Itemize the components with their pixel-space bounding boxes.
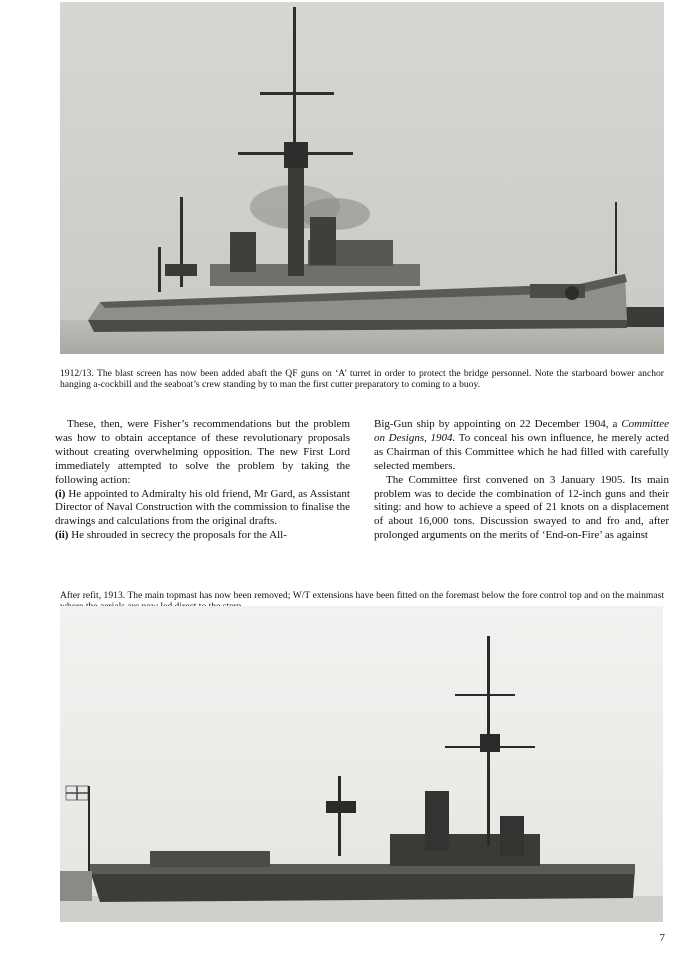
paragraph: [374, 418, 669, 474]
list-item-text: He appointed to Admiralty his old friend, Mr Gard, as Assistant Director of Naval Construction with the commission to finalise the drawings and calculations from the original drafts.: [55, 487, 350, 528]
caption-photo-1913: After refit, 1913. The main topmast has now been removed; W/T extensions have been fitted on the foremast below the fore control top and on the mainmast: [60, 589, 664, 601]
photo-battleship-1912: [60, 2, 664, 354]
photo-battleship-1913: [60, 606, 663, 922]
committee-name: Committee on Designs, 1904.: [374, 418, 669, 444]
paragraph: These, then, were Fisher’s recommendations but the problem was how to obtain acceptance of these revolutionary proposals without creating overwhelming opposition. The new First Lord immediately attempted to solve the problem by taking the following action:: [55, 418, 350, 486]
text-run: To conceal his own influence, he merely acted as Chairman of this Committee which he had filled with carefully selected members.: [374, 431, 669, 472]
list-item-number: (ii): [55, 529, 69, 542]
body-column-left: [55, 418, 350, 543]
paragraph: The Committee first convened on 3 January 1905. Its main problem was to decide the combination of 12-inch guns and their siting: and how to achieve a speed of 21 knots on a displacement of about 16,000 tons. Discussion swayed to and fro and, after prolonged arguments on the merits of ‘End-on-Fire’ as against: [374, 473, 669, 542]
battleship-1913-image: [60, 606, 663, 922]
list-item-number: (i): [55, 487, 66, 500]
page-number: 7: [659, 932, 665, 944]
body-column-right: [374, 418, 669, 543]
caption-photo-1912: 1912/13. The blast screen has now been added abaft the QF guns on ‘A’ turret in order to protect the bridge personnel. Note the starboard bower anchor hanging a-cockbill and the seaboat’s crew standing by to man the first cutter preparatory to coming to a buoy.: [60, 367, 664, 391]
text-run: Big-Gun ship by appointing on 22 December 1904, a: [374, 418, 622, 430]
list-item-text: He shrouded in secrecy the proposals for the All-: [68, 529, 287, 542]
battleship-1912-image: [60, 2, 664, 354]
list-item: [55, 529, 350, 543]
list-item: [55, 488, 350, 530]
